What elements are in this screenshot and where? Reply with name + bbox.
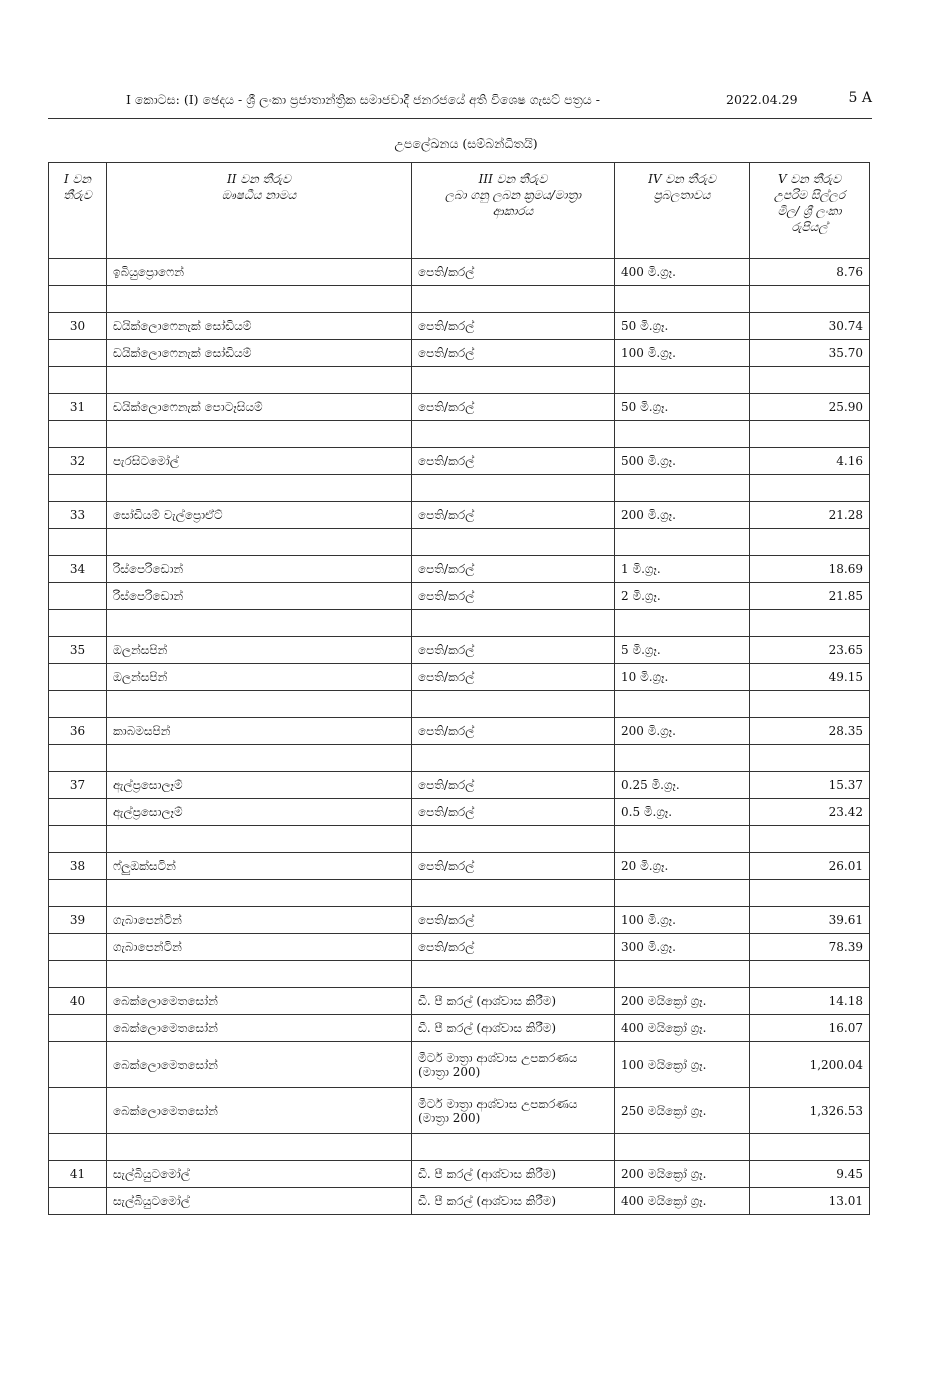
cell-drug-name: සැල්බියුටමෝල් (107, 1161, 412, 1188)
cell-price: 4.16 (750, 448, 870, 475)
cell-drug-name: සෝඩියම් වැල්ප්‍රොඒට් (107, 502, 412, 529)
cell-dosage-form (412, 610, 615, 637)
cell-dosage-form (412, 745, 615, 772)
cell-drug-name: ඩයික්ලොෆෙනැක් සෝඩියම් (107, 313, 412, 340)
cell-drug-name: සැල්බියුටමෝල් (107, 1188, 412, 1215)
cell-number (49, 799, 107, 826)
cell-dosage-form: පෙති/කරල් (412, 313, 615, 340)
cell-number (49, 529, 107, 556)
cell-strength: 1 මි.ග්‍රෑ. (615, 556, 750, 583)
cell-dosage-form (412, 529, 615, 556)
cell-drug-name: රිස්පෙරිඩොන් (107, 583, 412, 610)
cell-drug-name: රිස්පෙරිඩොන් (107, 556, 412, 583)
table-spacer-row (49, 826, 870, 853)
cell-dosage-form: පෙති/කරල් (412, 718, 615, 745)
cell-number (49, 961, 107, 988)
table-row (49, 772, 870, 799)
cell-dosage-form: මීටර් මාත්‍රා ආශ්වාස උපකරණය (මාත්‍රා 200) (412, 1042, 615, 1088)
cell-number (49, 1188, 107, 1215)
cell-drug-name: ඇල්ප්‍රසොලෑම් (107, 772, 412, 799)
table-row (49, 988, 870, 1015)
cell-strength: 200 මයික්‍රෝ ග්‍රෑ. (615, 1161, 750, 1188)
cell-strength: 0.5 මි.ග්‍රෑ. (615, 799, 750, 826)
cell-strength (615, 745, 750, 772)
cell-strength: 400 මි.ග්‍රෑ. (615, 259, 750, 286)
table-row (49, 583, 870, 610)
cell-price (750, 529, 870, 556)
cell-price: 1,200.04 (750, 1042, 870, 1088)
cell-strength: 200 මි.ග්‍රෑ. (615, 502, 750, 529)
cell-dosage-form (412, 961, 615, 988)
cell-dosage-form (412, 367, 615, 394)
cell-number: 32 (49, 448, 107, 475)
cell-strength: 100 මි.ග්‍රෑ. (615, 907, 750, 934)
cell-number: 33 (49, 502, 107, 529)
cell-dosage-form: පෙති/කරල් (412, 502, 615, 529)
cell-dosage-form: ඩී. පී කරල් (ආශ්වාස කිරීම) (412, 1015, 615, 1042)
table-row (49, 448, 870, 475)
table-body (49, 259, 870, 1215)
cell-dosage-form: ඩී. පී කරල් (ආශ්වාස කිරීම) (412, 1188, 615, 1215)
table-row (49, 1161, 870, 1188)
cell-strength (615, 610, 750, 637)
cell-number (49, 1015, 107, 1042)
cell-dosage-form: පෙති/කරල් (412, 394, 615, 421)
cell-number (49, 880, 107, 907)
cell-dosage-form: පෙති/කරල් (412, 772, 615, 799)
cell-number (49, 583, 107, 610)
page-number: 5 A (848, 90, 872, 106)
cell-strength: 100 මයික්‍රෝ ග්‍රෑ. (615, 1042, 750, 1088)
col-header-3: III වන තීරුව ලබා ගනු ලබන ක්‍රමය/මාත්‍රා ආකාරය (412, 163, 615, 259)
table-spacer-row (49, 691, 870, 718)
cell-price (750, 961, 870, 988)
cell-number (49, 610, 107, 637)
cell-price (750, 475, 870, 502)
cell-price: 25.90 (750, 394, 870, 421)
cell-price (750, 421, 870, 448)
cell-strength (615, 691, 750, 718)
table-row (49, 259, 870, 286)
table-row (49, 313, 870, 340)
cell-strength: 400 මයික්‍රෝ ග්‍රෑ. (615, 1015, 750, 1042)
cell-number: 39 (49, 907, 107, 934)
table-spacer-row (49, 367, 870, 394)
table-spacer-row (49, 475, 870, 502)
table-spacer-row (49, 286, 870, 313)
table-row (49, 1042, 870, 1088)
table-spacer-row (49, 421, 870, 448)
cell-number: 38 (49, 853, 107, 880)
cell-number (49, 1042, 107, 1088)
cell-strength (615, 475, 750, 502)
cell-price: 28.35 (750, 718, 870, 745)
cell-drug-name (107, 529, 412, 556)
cell-dosage-form: පෙති/කරල් (412, 340, 615, 367)
cell-number (49, 340, 107, 367)
cell-strength: 200 මි.ග්‍රෑ. (615, 718, 750, 745)
cell-price: 78.39 (750, 934, 870, 961)
cell-dosage-form: පෙති/කරල් (412, 448, 615, 475)
cell-dosage-form (412, 475, 615, 502)
cell-number: 36 (49, 718, 107, 745)
cell-dosage-form (412, 286, 615, 313)
schedule-title: උපලේඛනය (සම්බන්ධිතයි) (394, 136, 538, 151)
cell-price: 13.01 (750, 1188, 870, 1215)
cell-number (49, 475, 107, 502)
table-row (49, 907, 870, 934)
cell-price: 26.01 (750, 853, 870, 880)
cell-drug-name: ෆ්ලුඔක්සටින් (107, 853, 412, 880)
cell-price (750, 286, 870, 313)
cell-number (49, 1088, 107, 1134)
cell-drug-name: ගැබාපෙන්ටින් (107, 907, 412, 934)
cell-number: 41 (49, 1161, 107, 1188)
table-spacer-row (49, 745, 870, 772)
cell-number (49, 826, 107, 853)
cell-strength (615, 880, 750, 907)
cell-drug-name: ඇල්ප්‍රසොලෑම් (107, 799, 412, 826)
table-spacer-row (49, 610, 870, 637)
cell-strength: 100 මි.ග්‍රෑ. (615, 340, 750, 367)
table-row (49, 1088, 870, 1134)
cell-strength: 5 මි.ග්‍රෑ. (615, 637, 750, 664)
cell-price: 18.69 (750, 556, 870, 583)
cell-strength: 500 මි.ග්‍රෑ. (615, 448, 750, 475)
cell-drug-name (107, 610, 412, 637)
cell-strength: 250 මයික්‍රෝ ග්‍රෑ. (615, 1088, 750, 1134)
cell-strength: 400 මයික්‍රෝ ග්‍රෑ. (615, 1188, 750, 1215)
cell-price (750, 880, 870, 907)
table-row (49, 556, 870, 583)
cell-drug-name: ඩයික්ලොෆෙනැක් සෝඩියම් (107, 340, 412, 367)
cell-dosage-form (412, 421, 615, 448)
cell-number (49, 1134, 107, 1161)
table-row (49, 664, 870, 691)
cell-price: 35.70 (750, 340, 870, 367)
col-header-5: V වන තීරුව උපරිම සිල්ලර මිල/ ශ්‍රී ලංකා රුපියල් (750, 163, 870, 259)
cell-strength (615, 367, 750, 394)
cell-price (750, 610, 870, 637)
cell-strength: 50 මි.ග්‍රෑ. (615, 394, 750, 421)
cell-price: 16.07 (750, 1015, 870, 1042)
gazette-title: I කොටස: (I) ඡෙදය - ශ්‍රී ලංකා ප්‍රජාතාන්ත්‍රික සමාජවාදී ජනරජයේ අති විශෙෂ ගැසට් පත්‍රය - (126, 92, 600, 107)
table-row (49, 502, 870, 529)
cell-dosage-form: පෙති/කරල් (412, 583, 615, 610)
cell-price (750, 1134, 870, 1161)
cell-strength (615, 286, 750, 313)
cell-dosage-form: පෙති/කරල් (412, 556, 615, 583)
cell-number: 34 (49, 556, 107, 583)
cell-dosage-form (412, 826, 615, 853)
cell-strength: 2 මි.ග්‍රෑ. (615, 583, 750, 610)
cell-price: 1,326.53 (750, 1088, 870, 1134)
cell-drug-name (107, 880, 412, 907)
cell-price: 23.65 (750, 637, 870, 664)
gazette-date: 2022.04.29 (726, 92, 798, 107)
cell-number (49, 367, 107, 394)
table-row (49, 934, 870, 961)
cell-number (49, 691, 107, 718)
cell-price: 49.15 (750, 664, 870, 691)
cell-price: 39.61 (750, 907, 870, 934)
cell-drug-name: බෙක්ලොමෙතසෝන් (107, 988, 412, 1015)
cell-price (750, 826, 870, 853)
cell-number (49, 286, 107, 313)
col-header-2: II වන තීරුව ඖෂධීය නාමය (107, 163, 412, 259)
table-row (49, 718, 870, 745)
cell-strength: 50 මි.ග්‍රෑ. (615, 313, 750, 340)
cell-dosage-form: පෙති/කරල් (412, 259, 615, 286)
cell-drug-name (107, 691, 412, 718)
cell-price: 21.85 (750, 583, 870, 610)
cell-drug-name: පැරසිටමෝල් (107, 448, 412, 475)
cell-number: 35 (49, 637, 107, 664)
cell-price (750, 367, 870, 394)
table-spacer-row (49, 529, 870, 556)
cell-number: 40 (49, 988, 107, 1015)
cell-dosage-form: පෙති/කරල් (412, 637, 615, 664)
cell-drug-name: ඉබියුප්‍රොෆෙන් (107, 259, 412, 286)
col-header-4: IV වන තීරුව ප්‍රබලතාවය (615, 163, 750, 259)
cell-drug-name (107, 1134, 412, 1161)
cell-dosage-form: පෙති/කරල් (412, 934, 615, 961)
col-header-1: I වන තීරුව (49, 163, 107, 259)
cell-strength (615, 826, 750, 853)
table-row (49, 394, 870, 421)
cell-number (49, 934, 107, 961)
cell-drug-name (107, 745, 412, 772)
cell-drug-name (107, 826, 412, 853)
cell-dosage-form: පෙති/කරල් (412, 664, 615, 691)
price-table (48, 162, 870, 1215)
table-spacer-row (49, 1134, 870, 1161)
cell-strength: 10 මි.ග්‍රෑ. (615, 664, 750, 691)
cell-drug-name: බෙක්ලොමෙතසෝන් (107, 1015, 412, 1042)
cell-drug-name (107, 286, 412, 313)
cell-number: 31 (49, 394, 107, 421)
cell-strength: 300 මි.ග්‍රෑ. (615, 934, 750, 961)
table-row (49, 637, 870, 664)
cell-number (49, 745, 107, 772)
cell-strength: 20 මි.ග්‍රෑ. (615, 853, 750, 880)
cell-dosage-form: මීටර් මාත්‍රා ආශ්වාස උපකරණය (මාත්‍රා 200) (412, 1088, 615, 1134)
cell-dosage-form: ඩී. පී කරල් (ආශ්වාස කිරීම) (412, 1161, 615, 1188)
cell-strength (615, 1134, 750, 1161)
table-row (49, 1188, 870, 1215)
cell-strength (615, 529, 750, 556)
cell-strength (615, 421, 750, 448)
cell-drug-name: බෙක්ලොමෙතසෝන් (107, 1042, 412, 1088)
cell-drug-name: ඔලන්සපින් (107, 664, 412, 691)
cell-price: 15.37 (750, 772, 870, 799)
cell-dosage-form (412, 691, 615, 718)
table-header-row (49, 163, 870, 259)
cell-dosage-form: ඩී. පී කරල් (ආශ්වාස කිරීම) (412, 988, 615, 1015)
cell-strength (615, 961, 750, 988)
cell-number (49, 421, 107, 448)
cell-price: 14.18 (750, 988, 870, 1015)
cell-price: 8.76 (750, 259, 870, 286)
table-row (49, 799, 870, 826)
cell-strength: 200 මයික්‍රෝ ග්‍රෑ. (615, 988, 750, 1015)
cell-price: 23.42 (750, 799, 870, 826)
cell-drug-name (107, 421, 412, 448)
cell-price: 21.28 (750, 502, 870, 529)
cell-drug-name: ඩයික්ලොෆෙනැක් පොටෑසියම් (107, 394, 412, 421)
cell-price (750, 691, 870, 718)
cell-price: 30.74 (750, 313, 870, 340)
cell-dosage-form: පෙති/කරල් (412, 907, 615, 934)
cell-strength: 0.25 මි.ග්‍රෑ. (615, 772, 750, 799)
table-spacer-row (49, 880, 870, 907)
cell-drug-name: ගැබාපෙන්ටින් (107, 934, 412, 961)
cell-dosage-form (412, 880, 615, 907)
cell-drug-name: ඔලන්සපින් (107, 637, 412, 664)
table-row (49, 853, 870, 880)
cell-drug-name (107, 961, 412, 988)
cell-number: 30 (49, 313, 107, 340)
cell-drug-name (107, 367, 412, 394)
cell-dosage-form: පෙති/කරල් (412, 799, 615, 826)
cell-drug-name: බෙක්ලොමෙතසෝන් (107, 1088, 412, 1134)
table-row (49, 340, 870, 367)
cell-number (49, 259, 107, 286)
table-spacer-row (49, 961, 870, 988)
cell-price: 9.45 (750, 1161, 870, 1188)
cell-price (750, 745, 870, 772)
page-header (48, 88, 872, 119)
cell-dosage-form (412, 1134, 615, 1161)
table-row (49, 1015, 870, 1042)
cell-number (49, 664, 107, 691)
cell-drug-name (107, 475, 412, 502)
cell-dosage-form: පෙති/කරල් (412, 853, 615, 880)
cell-drug-name: කාබමසපින් (107, 718, 412, 745)
cell-number: 37 (49, 772, 107, 799)
